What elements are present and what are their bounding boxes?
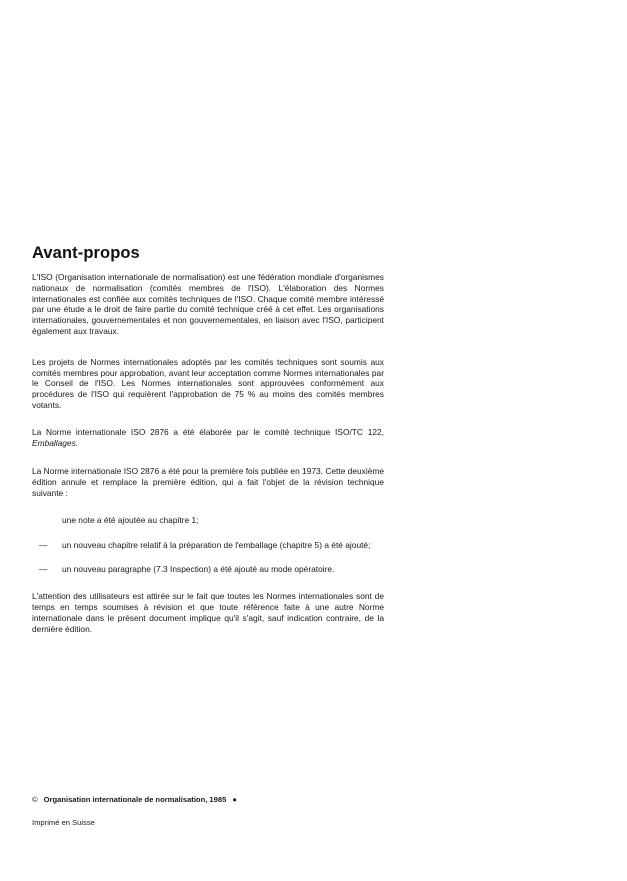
list-item [32, 540, 384, 551]
list-item [32, 515, 384, 526]
revision-list [32, 515, 384, 575]
foreword-body [32, 272, 384, 652]
committee-name: Emballages. [32, 437, 79, 448]
bullet-icon: ● [232, 795, 237, 804]
printed-in: Imprimé en Suisse [32, 818, 95, 827]
dash-marker: — [38, 564, 48, 575]
copyright-line [32, 795, 237, 804]
copyright-symbol: © [32, 795, 38, 804]
copyright-text: Organisation internationale de normalisation, 1985 [43, 795, 227, 804]
revision-text: une note a été ajoutée au chapitre 1; [62, 514, 199, 525]
list-item [32, 564, 384, 575]
document-page [32, 0, 384, 881]
paragraph-iso-intro: L'ISO (Organisation internationale de normalisation) est une fédération mondiale d'organismes nationaux de normalisation (comités membres de l'ISO). L'élaboration des Normes internationales est confiée aux comités techniques de l'ISO. Chaque comité membre intéressé par une étude a le droit de faire partie du comité technique créé à cet effet. Les organisations internationales, gouvernementales et non gouvernementales, en liaison avec l'ISO, participent également aux travaux. [32, 272, 384, 336]
paragraph-edition-intro: La Norme internationale ISO 2876 a été pour la première fois publiée en 1973. Cette deuxième édition annule et remplace la première édition, qui a fait l'objet de la révision technique suivante : [32, 466, 384, 498]
revision-text: un nouveau chapitre relatif à la préparation de l'emballage (chapitre 5) a été ajouté; [62, 539, 371, 550]
page-title: Avant-propos [32, 244, 140, 262]
paragraph-closing: L'attention des utilisateurs est attirée sur le fait que toutes les Normes internationales sont de temps en temps soumises à révision et que toute référence faite à une autre Norme internationale dans le présent document implique qu'il s'agit, sauf indication contraire, de la dernière édition. [32, 591, 384, 634]
paragraph-prepared-by [32, 427, 384, 449]
dash-marker: — [38, 539, 48, 550]
prepared-by-text: La Norme internationale ISO 2876 a été élaborée par le comité technique ISO/TC 122, [32, 426, 384, 437]
paragraph-draft-approval: Les projets de Normes internationales adoptés par les comités techniques sont soumis aux comités membres pour approbation, avant leur acceptation comme Normes internationales par le Conseil de l'ISO. Les Normes internationales sont approuvées conformément aux procédures de l'ISO qui requièrent l'approbation de 75 % au moins des comités membres votants. [32, 356, 384, 410]
revision-text: un nouveau paragraphe (7.3 Inspection) a été ajouté au mode opératoire. [62, 564, 335, 575]
